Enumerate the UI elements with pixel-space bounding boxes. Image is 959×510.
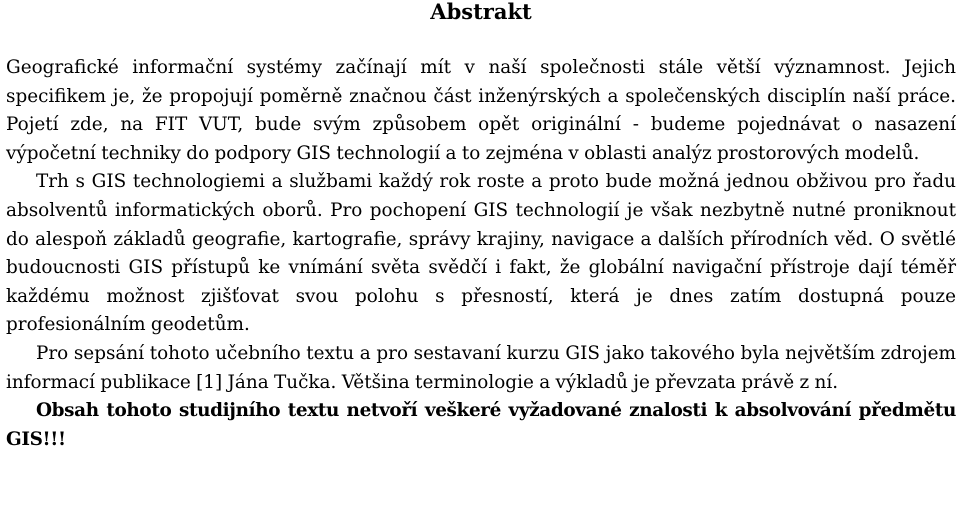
abstract-paragraph-sources: Pro sepsání tohoto učebního textu a pro sestavaní kurzu GIS jako takového byla největším zdrojem informací publikace [1] Jána Tučka. Většina terminologie a výkladů je převzata právě z ní.	[6, 342, 956, 393]
document-page	[6, 0, 956, 454]
page-title: Abstrakt	[430, 0, 532, 24]
abstract-paragraph-intro: Geografické informační systémy začínají mít v naší společnosti stále větší významnost. Jejich specifikem je, že propojují poměrně značnou část inženýrských a společenských disciplín naší práce. Pojetí zde, na FIT VUT, bude svým způsobem opět originální - budeme pojednávat o nasazení výpočetní techniky do podpory GIS technologií a to zejména v oblasti analýz prostorových modelů.	[6, 57, 956, 164]
abstract-paragraph-notice: Obsah tohoto studijního textu netvoří veškeré vyžadované znalosti k absolvování předmětu GIS!!!	[6, 400, 956, 450]
abstract-paragraph-market: Trh s GIS technologiemi a službami každý rok roste a proto bude možná jednou obživou pro řadu absolventů informatických oborů. Pro pochopení GIS technologií je však nezbytně nutné proniknout do alespoň základů geografie, kartografie, správy krajiny, navigace a dalších přírodních věd. O světlé budoucnosti GIS přístupů ke vnímání světa svědčí i fakt, že globální navigační přístroje dají téměř každému možnost zjišťovat svou polohu s přesností, která je dnes zatím dostupná pouze profesionálním geodetům.	[6, 171, 956, 336]
